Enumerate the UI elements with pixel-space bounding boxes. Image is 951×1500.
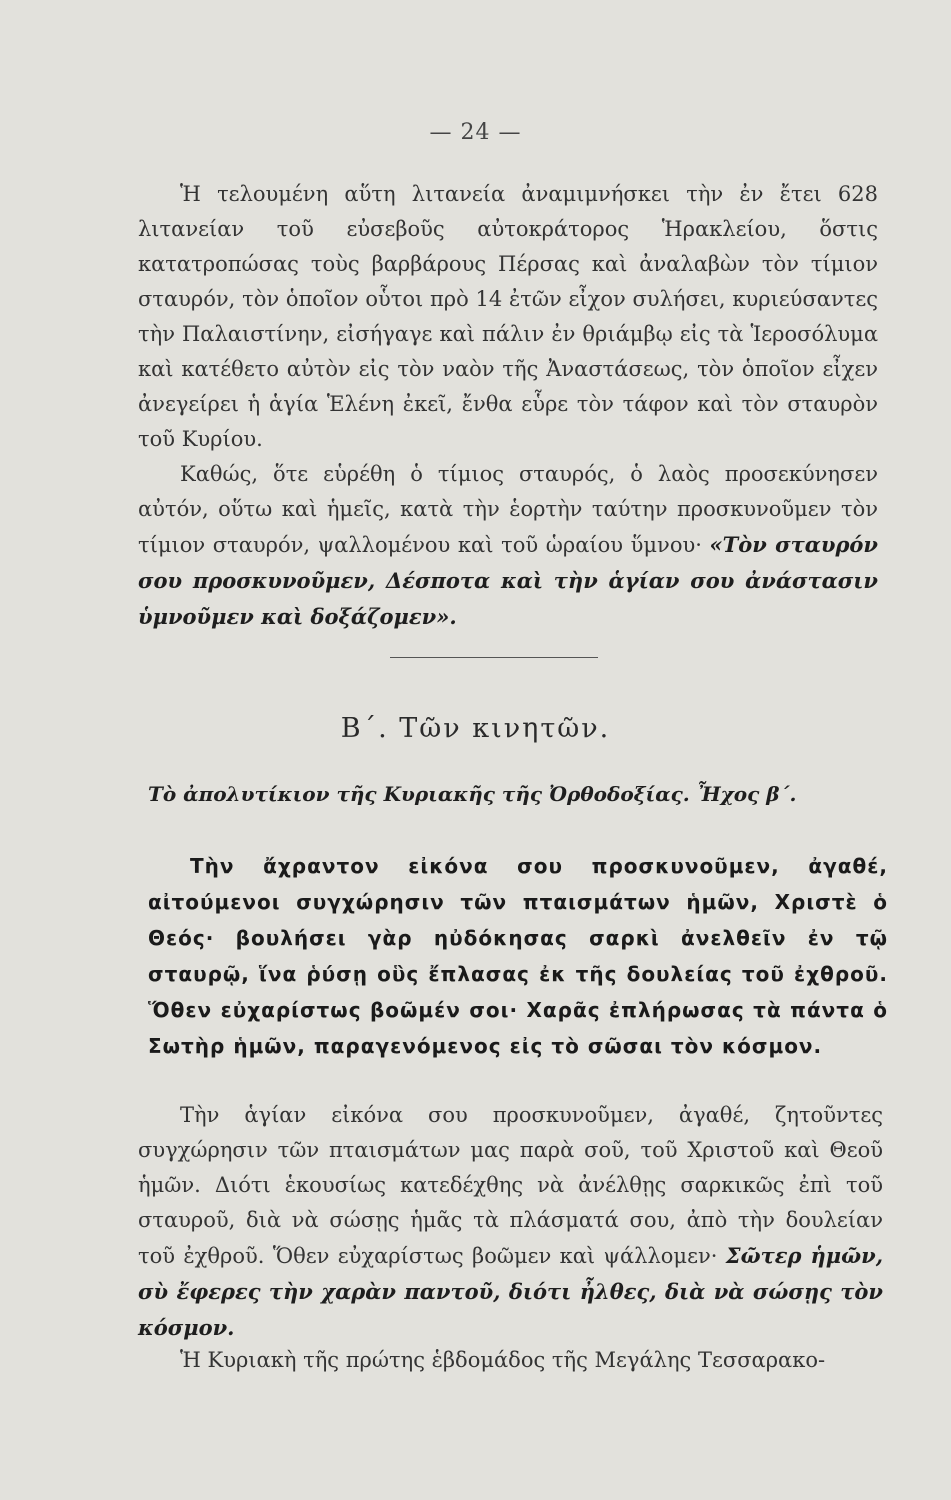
paragraph-1: Ἡ τελουμένη αὕτη λιτανεία ἀναμιμνήσκει τὴν ἐν ἔτει 628 λιτανείαν τοῦ εὐσεβοῦς αὐτοκράτορος Ἡρακλείου, ὅστις κατατροπώσας τοὺς βαρβάρους Πέρσας καὶ ἀναλαβὼν τὸν τίμιον σταυρόν, τὸν ὁποῖον οὗτοι πρὸ 14 ἐτῶν εἶχον συλήσει, κυριεύσαντες τὴν Παλαιστίνην, εἰσήγαγε καὶ πάλιν ἐν θριάμβῳ εἰς τὰ Ἱεροσόλυμα καὶ κατέθετο αὐτὸν εἰς τὸν ναὸν τῆς Ἀναστάσεως, τὸν ὁποῖον εἶχεν ἀνεγείρει ἡ ἁγία Ἑλένη ἐκεῖ, ἔνθα εὗρε τὸν τάφον καὶ τὸν σταυρὸν τοῦ Κυρίου. <box>138 182 878 451</box>
body-text-block-1 <box>138 177 878 635</box>
continuation-line: Ἡ Κυριακὴ τῆς πρώτης ἑβδομάδος τῆς Μεγάλης Τεσσαρακο- <box>180 1348 826 1372</box>
paragraph-3 <box>138 1098 883 1346</box>
paragraph-3-text: Τὴν ἁγίαν εἰκόνα σου προσκυνοῦμεν, ἀγαθέ, ζητοῦντες συγχώρησιν τῶν πταισμάτων μας παρὰ σοῦ, τοῦ Χριστοῦ καὶ Θεοῦ ἡμῶν. Διότι ἑκουσίως κατεδέχθης νὰ ἀνέλθῃς σαρκικῶς ἐπὶ τοῦ σταυροῦ, διὰ νὰ σώσῃς ἡμᾶς τὰ πλάσματά σου, ἀπὸ τὴν δουλείαν τοῦ ἐχθροῦ. Ὅθεν εὐχαρίστως βοῶμεν καὶ ψάλλομεν· <box>138 1103 883 1268</box>
section-heading: Β΄. Τῶν κινητῶν. <box>340 713 611 744</box>
paragraph-3-emphasis: Σῶτερ ἡμῶν, σὺ ἔφερες τὴν χαρὰν παντοῦ, διότι ἦλθες, διὰ νὰ σώσῃς τὸν κόσμον. <box>138 1243 884 1340</box>
hymn-subtitle: Τὸ ἀπολυτίκιον τῆς Κυριακῆς τῆς Ὀρθοδοξίας. Ἦχος β΄. <box>148 782 797 806</box>
hymn-text: Τὴν ἄχραντον εἰκόνα σου προσκυνοῦμεν, ἀγαθέ, αἰτούμενοι συγχώρησιν τῶν πταισμάτων ἡμῶν, Χριστὲ ὁ Θεός· βουλήσει γὰρ ηὐδόκησας σαρκὶ ἀνελθεῖν ἐν τῷ σταυρῷ, ἵνα ῥύσῃ οὓς ἔπλασας ἐκ τῆς δουλείας τοῦ ἐχθροῦ. Ὅθεν εὐχαρίστως βοῶμέν σοι· Χαρᾶς ἐπλήρωσας τὰ πάντα ὁ Σωτὴρ ἡμῶν, παραγενόμενος εἰς τὸ σῶσαι τὸν κόσμον. <box>148 854 888 1058</box>
paragraph-2 <box>138 457 878 635</box>
paragraph-2-hymn-quote: «Τὸν σταυρόν σου προσκυνοῦμεν, Δέσποτα καὶ τὴν ἁγίαν σου ἀνάστασιν ὑμνοῦμεν καὶ δοξάζομεν». <box>138 532 878 629</box>
page-number: — 24 — <box>429 120 522 145</box>
body-text-block-2 <box>138 1098 883 1346</box>
paragraph-2-text: Καθώς, ὅτε εὑρέθη ὁ τίμιος σταυρός, ὁ λαὸς προσεκύνησεν αὐτόν, οὕτω καὶ ἡμεῖς, κατὰ τὴν ἑορτὴν ταύτην προσκυνοῦμεν τὸν τίμιον σταυρόν, ψαλλομένου καὶ τοῦ ὡραίου ὕμνου· <box>138 462 878 557</box>
section-divider <box>390 657 598 658</box>
